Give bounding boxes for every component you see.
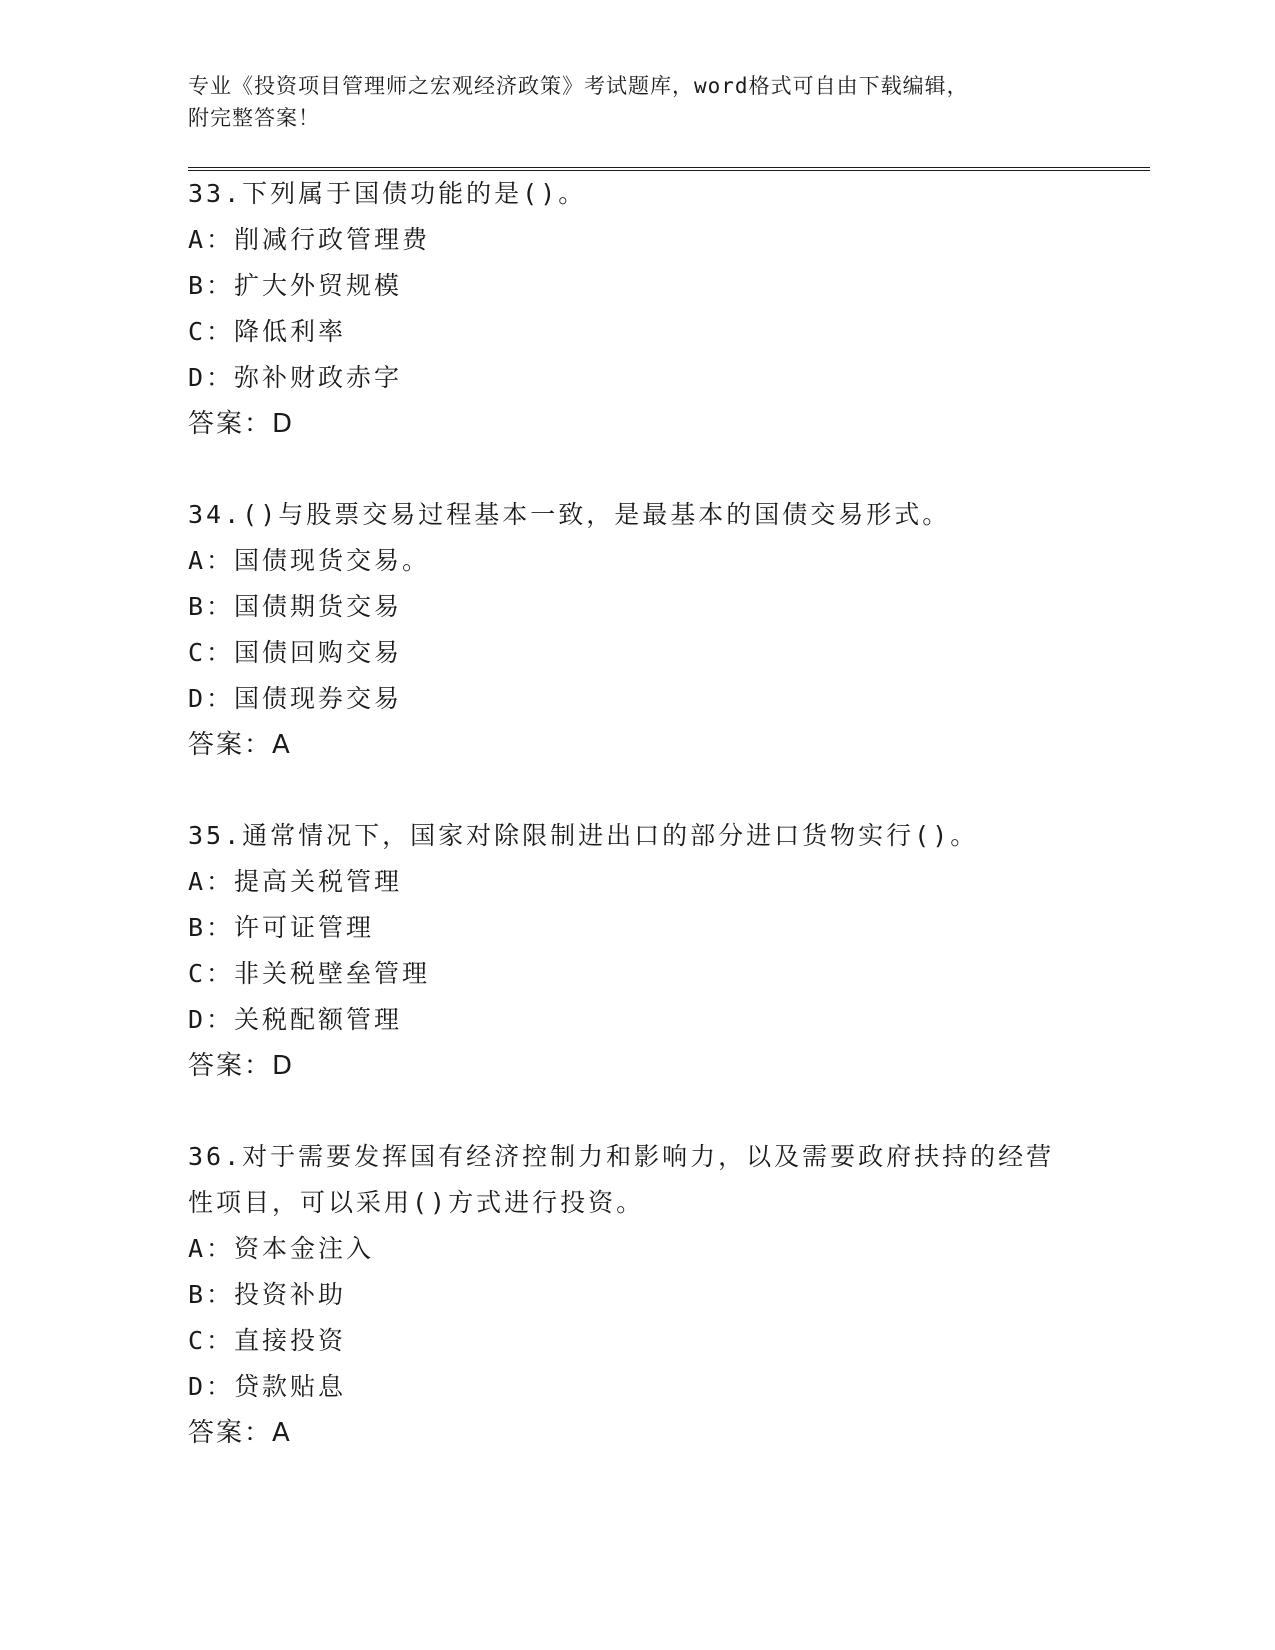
answer: 答案：D (188, 1051, 295, 1081)
document-header (188, 70, 1068, 134)
option-a: A：削减行政管理费 (188, 225, 431, 254)
question-text-line-1: 36.对于需要发挥国有经济控制力和影响力，以及需要政府扶持的经营 (188, 1142, 1055, 1171)
option-a: A：资本金注入 (188, 1234, 375, 1263)
option-c: C：国债回购交易 (188, 638, 403, 667)
question-35 (188, 813, 1150, 1089)
option-d: D：贷款贴息 (188, 1372, 347, 1401)
answer: 答案：A (188, 1418, 292, 1448)
question-text: 35.通常情况下，国家对除限制进出口的部分进口货物实行()。 (188, 821, 979, 850)
question-33 (188, 171, 1150, 447)
option-d: D：弥补财政赤字 (188, 363, 403, 392)
option-c: C：非关税壁垒管理 (188, 959, 431, 988)
option-b: B：扩大外贸规模 (188, 271, 403, 300)
option-b: B：投资补助 (188, 1280, 347, 1309)
answer: 答案：D (188, 409, 295, 439)
option-a: A：提高关税管理 (188, 867, 403, 896)
option-c: C：直接投资 (188, 1326, 347, 1355)
document-page (188, 70, 1150, 1501)
header-line-1: 专业《投资项目管理师之宏观经济政策》考试题库，word格式可自由下载编辑， (188, 74, 969, 98)
header-line-2: 附完整答案！ (188, 106, 320, 130)
option-d: D：国债现券交易 (188, 684, 403, 713)
option-b: B：许可证管理 (188, 913, 375, 942)
option-a: A：国债现货交易。 (188, 546, 431, 575)
answer: 答案：A (188, 730, 292, 760)
question-34 (188, 492, 1150, 768)
question-text-line-2: 性项目，可以采用()方式进行投资。 (188, 1188, 645, 1217)
question-text: 34.()与股票交易过程基本一致，是最基本的国债交易形式。 (188, 500, 951, 529)
question-text: 33.下列属于国债功能的是()。 (188, 179, 587, 208)
option-b: B：国债期货交易 (188, 592, 403, 621)
option-c: C：降低利率 (188, 317, 347, 346)
question-36 (188, 1134, 1150, 1456)
option-d: D：关税配额管理 (188, 1005, 403, 1034)
